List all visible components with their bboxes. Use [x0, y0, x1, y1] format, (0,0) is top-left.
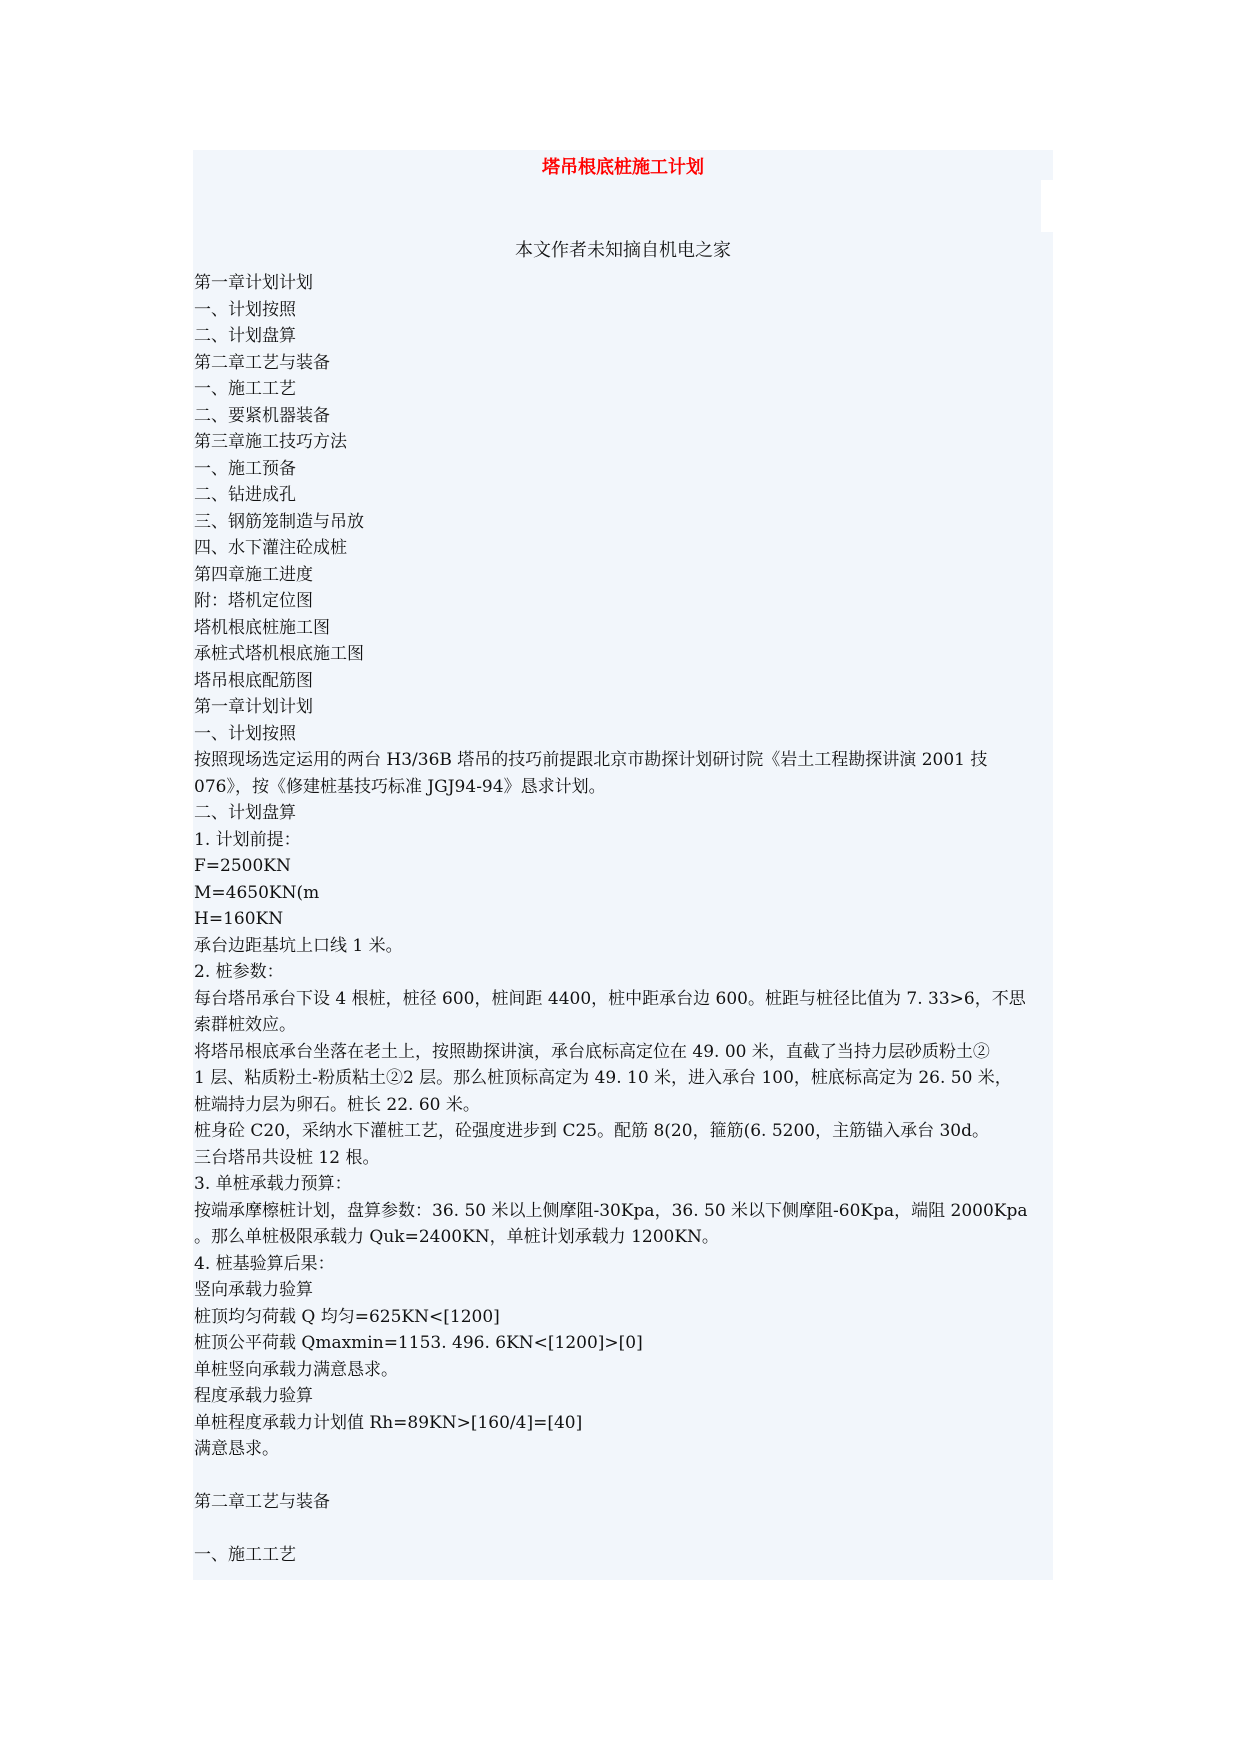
text-line: 二、计划盘算 — [194, 326, 296, 346]
text-line: 。那么单桩极限承载力 Quk=2400KN，单桩计划承载力 1200KN。 — [194, 1227, 719, 1247]
text-line: 076》，按《修建桩基技巧标准 JGJ94-94》恳求计划。 — [194, 776, 606, 797]
blank-line — [194, 1516, 1054, 1543]
text-line: 一、计划按照 — [194, 723, 296, 744]
document-page — [193, 150, 1053, 1580]
text-line: 二、要紧机器装备 — [194, 405, 330, 426]
text-line: 2. 桩参数： — [194, 962, 284, 982]
text-line: 按端承摩檫桩计划，盘算参数：36. 50 米以上侧摩阻-30Kpa，36. 50 米以下侧摩阻-60Kpa，端阻 2000Kpa — [194, 1200, 1028, 1221]
text-line: 单桩竖向承载力满意恳求。 — [194, 1359, 398, 1380]
text-line: 塔吊根底配筋图 — [194, 670, 313, 691]
text-line: F=2500KN — [194, 856, 291, 876]
text-line: 第二章工艺与装备 — [194, 1492, 330, 1512]
text-line: H=160KN — [194, 909, 284, 929]
text-line: 承台边距基坑上口线 1 米。 — [194, 935, 403, 956]
text-line: 第三章施工技巧方法 — [194, 432, 347, 452]
text-line: 将塔吊根底承台坐落在老土上，按照勘探讲演，承台底标高定位在 49. 00 米，直截了当持力层砂质粉土② — [194, 1041, 990, 1062]
text-line: 三、钢筋笼制造与吊放 — [194, 511, 364, 532]
text-line: 四、水下灌注砼成桩 — [194, 538, 347, 558]
document-body — [194, 270, 1054, 1569]
decorative-bar — [1041, 180, 1053, 232]
text-line: 二、钻进成孔 — [194, 485, 296, 505]
text-line: 3. 单桩承载力预算： — [194, 1174, 352, 1194]
text-line: 三台塔吊共设桩 12 根。 — [194, 1147, 380, 1168]
text-line: 桩顶公平荷载 Qmaxmin=1153. 496. 6KN<[1200]>[0] — [194, 1333, 643, 1353]
text-line: 程度承载力验算 — [194, 1386, 313, 1406]
text-line: 二、计划盘算 — [194, 803, 296, 823]
text-line: 单桩程度承载力计划值 Rh=89KN>[160/4]=[40] — [194, 1412, 583, 1433]
text-line: 满意恳求。 — [194, 1439, 279, 1459]
text-line: 第二章工艺与装备 — [194, 352, 330, 373]
text-line: 索群桩效应。 — [194, 1015, 296, 1035]
text-line: 4. 桩基验算后果： — [194, 1253, 335, 1274]
document-subtitle: 本文作者未知摘自机电之家 — [515, 240, 731, 261]
text-line: 第一章计划计划 — [194, 697, 313, 717]
document-title: 塔吊根底桩施工计划 — [542, 157, 704, 178]
blank-line — [194, 1463, 1054, 1490]
text-line: 一、计划按照 — [194, 299, 296, 320]
text-line: 第一章计划计划 — [194, 273, 313, 293]
text-line: 按照现场选定运用的两台 H3/36B 塔吊的技巧前提跟北京市勘探计划研讨院《岩土工程勘探讲演 2001 技 — [194, 750, 988, 770]
text-line: 桩端持力层为卵石。桩长 22. 60 米。 — [194, 1094, 480, 1115]
text-line: M=4650KN(m — [194, 882, 320, 903]
text-line: 承桩式塔机根底施工图 — [194, 644, 364, 664]
text-line: 附：塔机定位图 — [194, 591, 313, 611]
text-line: 一、施工工艺 — [194, 379, 296, 399]
text-line: 竖向承载力验算 — [194, 1280, 313, 1300]
text-line: 第四章施工进度 — [194, 564, 313, 585]
text-line: 桩身砼 C20，采纳水下灌桩工艺，砼强度进步到 C25。配筋 8(20，箍筋(6. 5200，主筋锚入承台 30d。 — [194, 1121, 990, 1141]
text-line: 一、施工预备 — [194, 458, 296, 479]
text-line: 桩顶均匀荷载 Q 均匀=625KN<[1200] — [194, 1306, 500, 1327]
text-line: 塔机根底桩施工图 — [194, 617, 330, 638]
text-line: 每台塔吊承台下设 4 根桩，桩径 600，桩间距 4400，桩中距承台边 600。桩距与桩径比值为 7. 33>6，不思 — [194, 988, 1026, 1009]
text-line: 一、施工工艺 — [194, 1545, 296, 1565]
text-line: 1. 计划前提： — [194, 829, 301, 850]
text-line: 1 层、粘质粉土-粉质粘土②2 层。那么桩顶标高定为 49. 10 米，进入承台 100，桩底标高定为 26. 50 米， — [194, 1068, 1012, 1088]
